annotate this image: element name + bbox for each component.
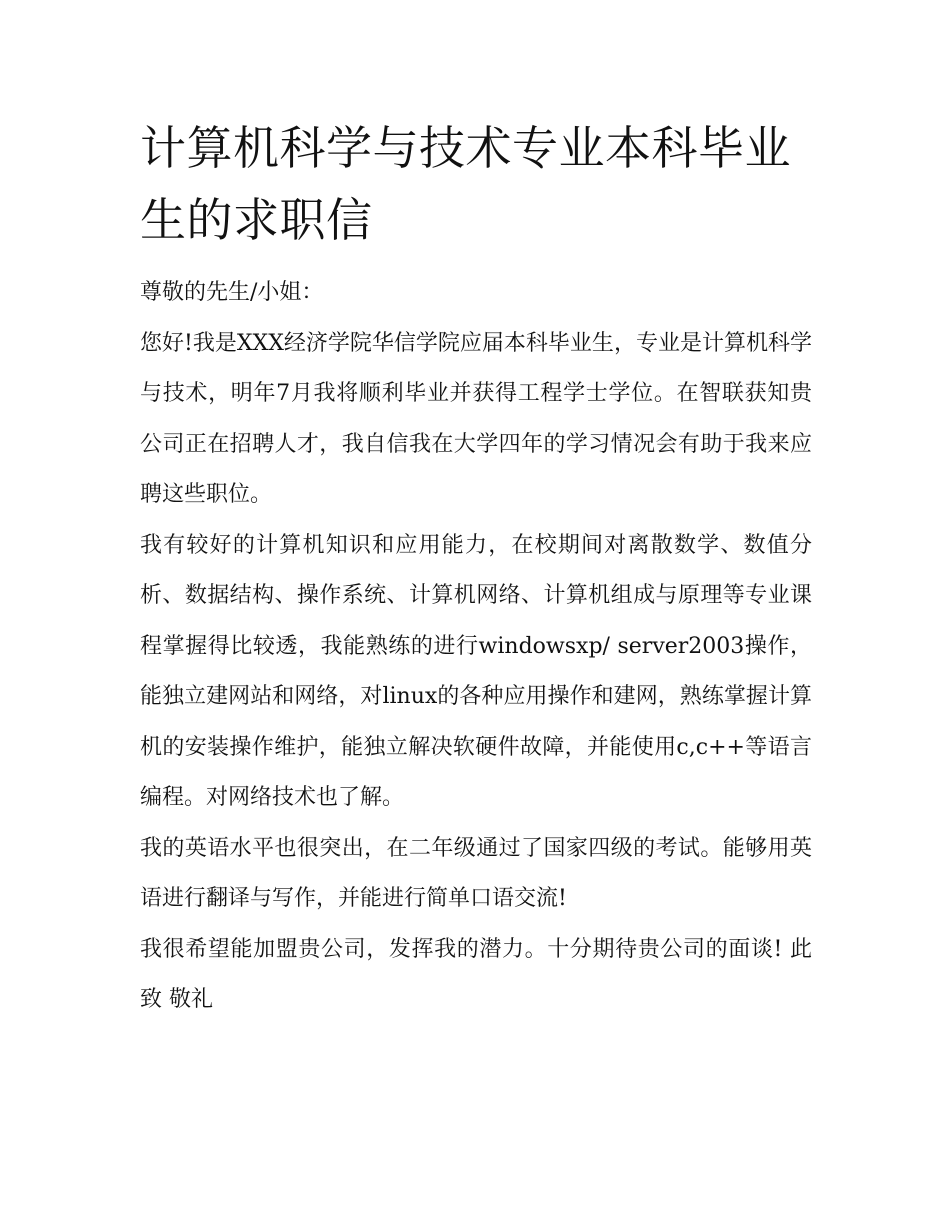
paragraph-closing: 我很希望能加盟贵公司，发挥我的潜力。十分期待贵公司的面谈! 此致 敬礼 (140, 936, 812, 1012)
salutation: 尊敬的先生/小姐： (140, 280, 324, 305)
paragraph-english: 我的英语水平也很突出，在二年级通过了国家四级的考试。能够用英语进行翻译与写作，并能进行简单口语交流! (140, 835, 812, 911)
paragraph-skills: 我有较好的计算机知识和应用能力，在校期间对离散数学、数值分析、数据结构、操作系统、计算机网络、计算机组成与原理等专业课程掌握得比较透，我能熟练的进行windowsxp/ server2003操作，能独立建网站和网络，对linux的各种应用操作和建网，熟练掌握计算机的安装操作维护，能独立解决软硬件故障，并能使用c,c++等语言编程。对网络技术也了解。 (140, 532, 812, 810)
paragraph-introduction: 您好!我是XXX经济学院华信学院应届本科毕业生，专业是计算机科学与技术，明年7月我将顺利毕业并获得工程学士学位。在智联获知贵公司正在招聘人才，我自信我在大学四年的学习情况会有助于我来应聘这些职位。 (140, 330, 812, 507)
document-body (140, 112, 812, 1026)
document-title: 计算机科学与技术专业本科毕业生的求职信 (140, 121, 791, 247)
